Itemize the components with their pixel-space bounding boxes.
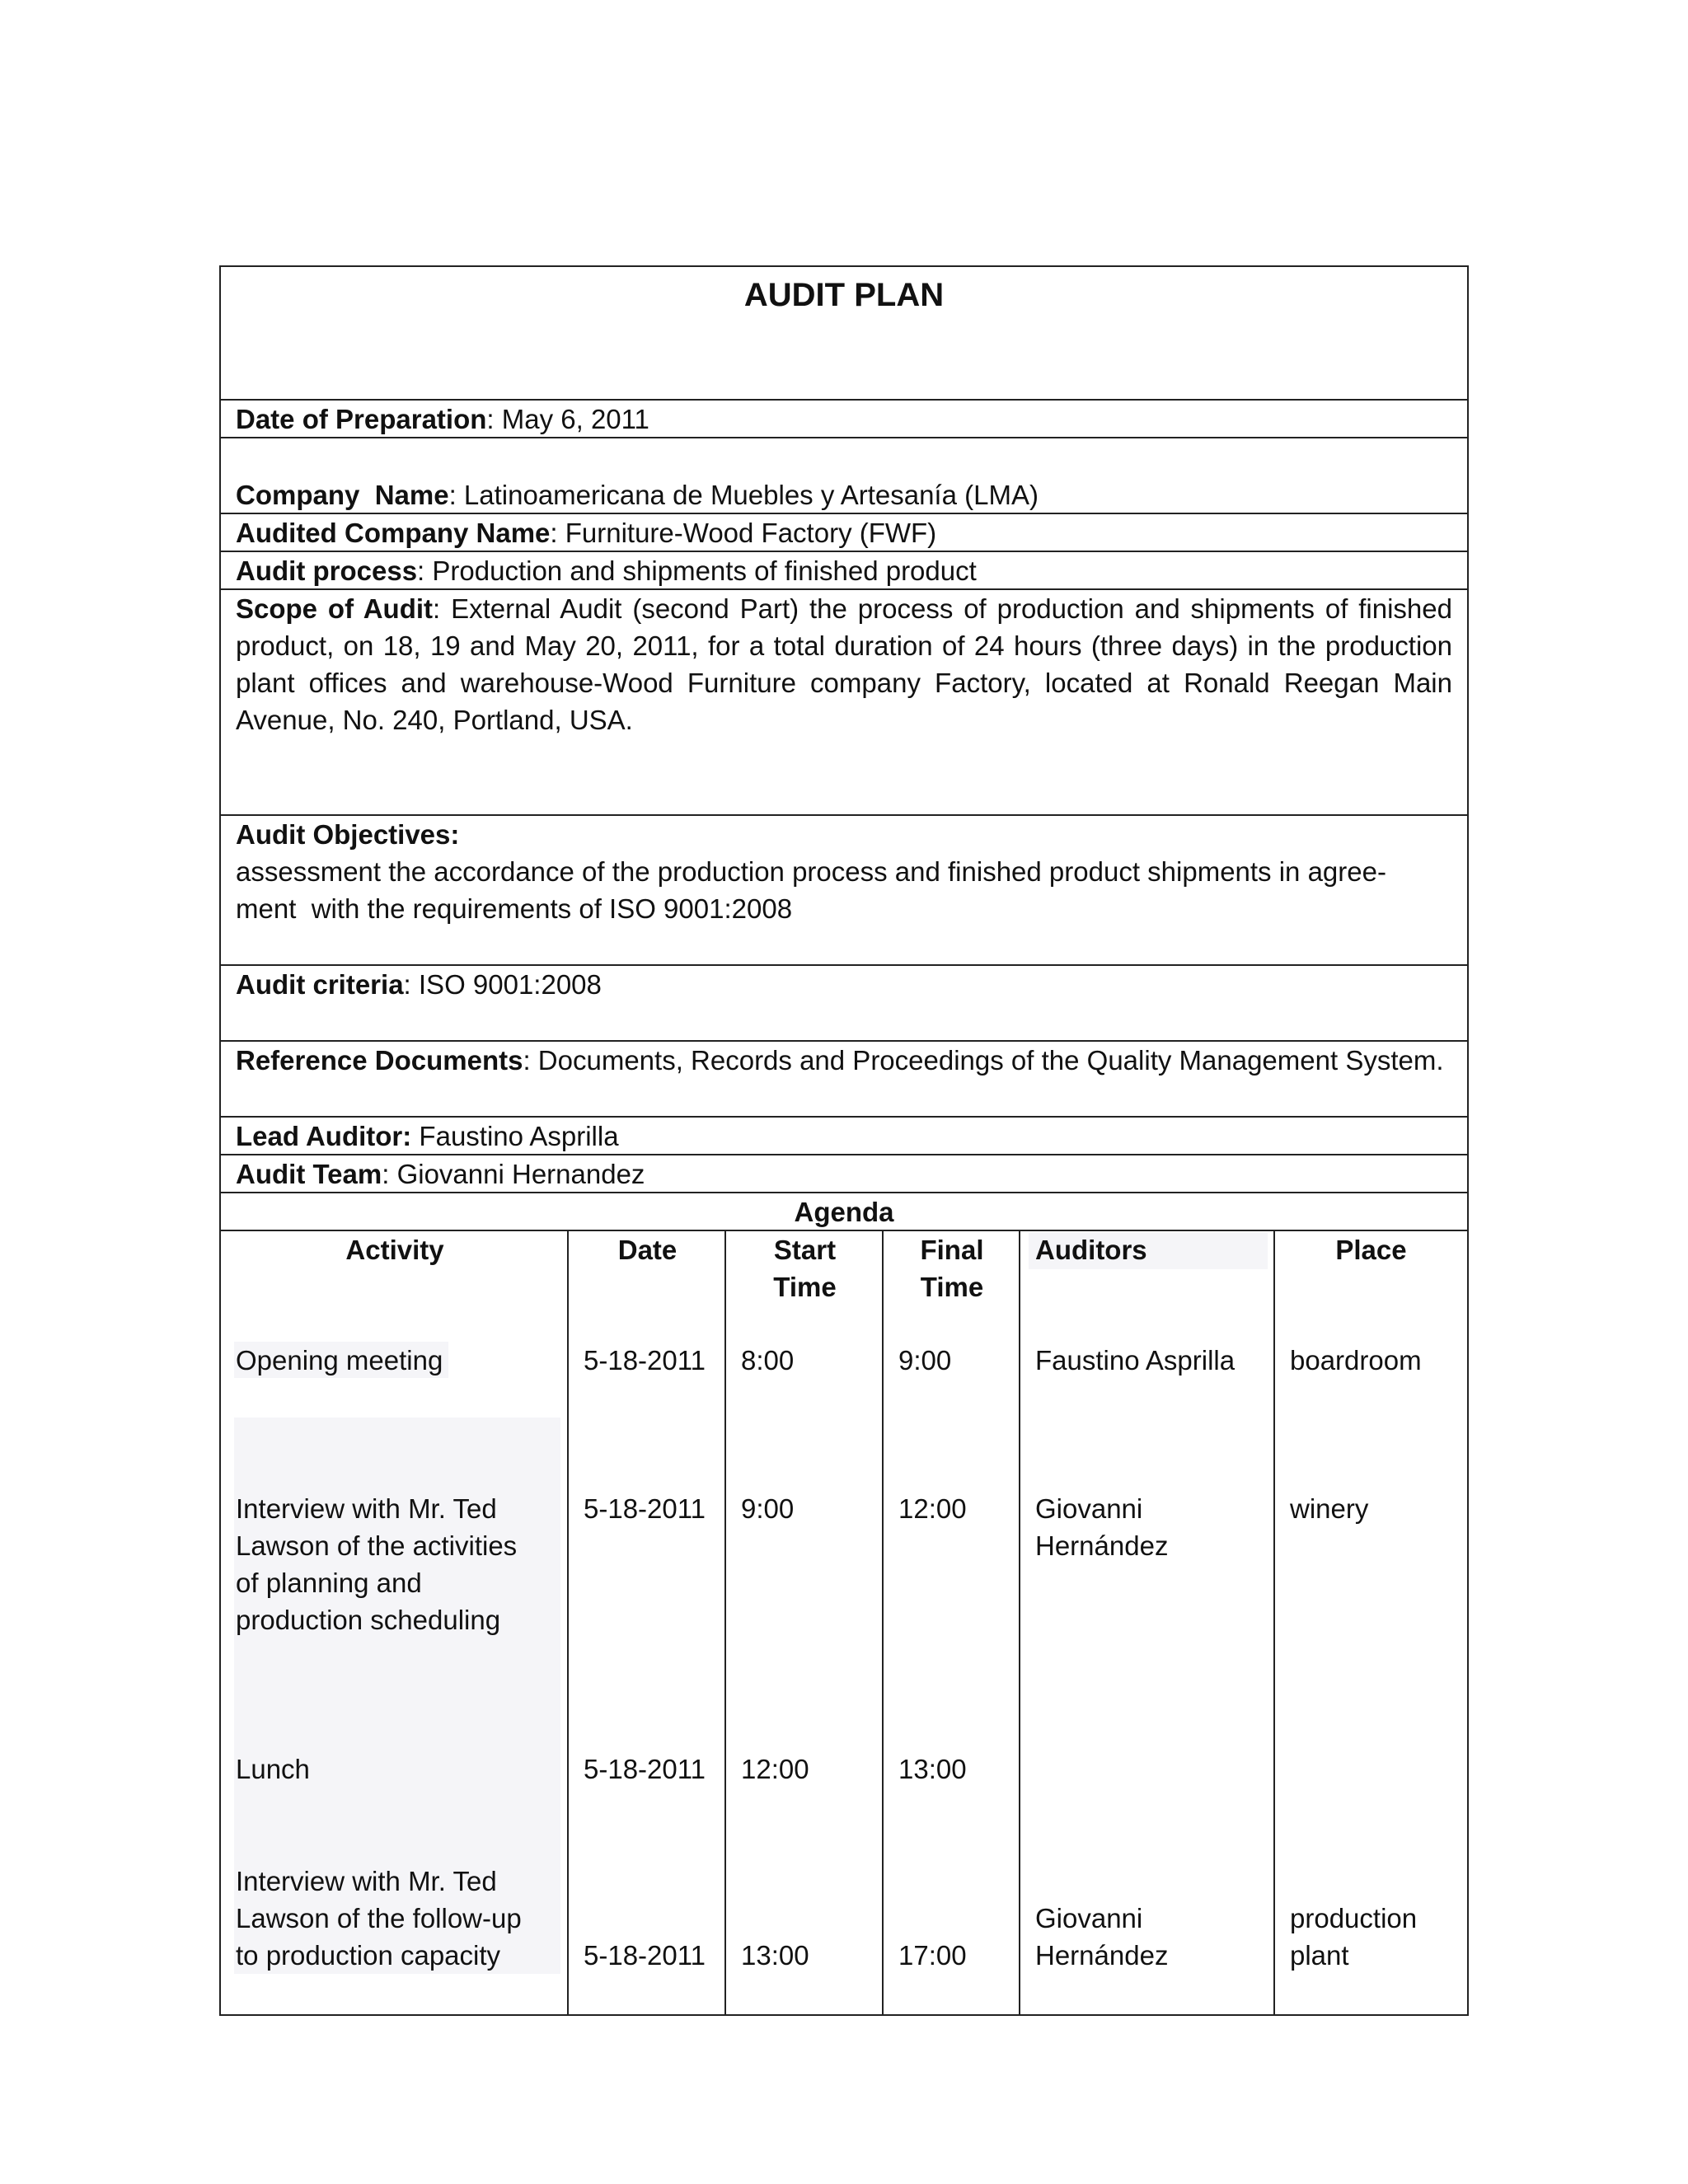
activity-line: Lawson of the activities [236, 1530, 518, 1561]
company-name-value: : Latinoamericana de Muebles y Artesanía (LMA) [448, 480, 1039, 510]
audited-company-label: Audited Company Name [236, 518, 551, 548]
activity-line: Interview with Mr. Ted [236, 1493, 497, 1524]
agenda-row-2-place [1290, 1490, 1368, 1527]
auditor-line: Hernández [1035, 1940, 1169, 1971]
agenda-row-1-place [1290, 1342, 1422, 1379]
agenda-row-2-auditors [1035, 1490, 1168, 1564]
agenda-row-2-start: 9:00 [741, 1493, 795, 1524]
audit-team-label: Audit Team [236, 1159, 382, 1189]
agenda-row-4-auditors [1035, 1900, 1168, 1974]
audit-criteria-row [221, 966, 1467, 1042]
header-final-line-2: Time [920, 1272, 984, 1302]
activity-line: production scheduling [236, 1605, 501, 1635]
activity-line: of planning and [236, 1568, 422, 1598]
auditor-line: Giovanni [1035, 1493, 1143, 1524]
agenda-row-2-date: 5-18-2011 [584, 1493, 706, 1524]
audit-objectives-line-2: ment with the requirements of ISO 9001:2008 [236, 893, 793, 924]
auditor-line: Giovanni [1035, 1903, 1143, 1933]
agenda-row-1-start: 8:00 [741, 1345, 795, 1376]
audit-scope-label: Scope of Audit [236, 593, 434, 624]
header-place: Place [1335, 1235, 1407, 1265]
preparation-date-row [221, 401, 1467, 438]
place-line: boardroom [1290, 1345, 1422, 1376]
agenda-title: Agenda [221, 1193, 1467, 1231]
audit-process-row [221, 552, 1467, 590]
agenda-row-3-date: 5-18-2011 [584, 1754, 706, 1784]
agenda-row-4-final: 17:00 [898, 1940, 967, 1971]
auditor-line: Faustino Asprilla [1035, 1345, 1236, 1376]
document-title: AUDIT PLAN [221, 267, 1467, 401]
audit-plan-sheet [219, 265, 1469, 2016]
header-final-line-1: Final [920, 1235, 984, 1265]
agenda-row-3-final: 13:00 [898, 1754, 967, 1784]
agenda-row-4-start: 13:00 [741, 1940, 809, 1971]
agenda-table [221, 1231, 1467, 2014]
activity-line: Lunch [236, 1754, 310, 1784]
activity-line: Opening meeting [236, 1345, 443, 1376]
audit-criteria-value: : ISO 9001:2008 [403, 969, 602, 1000]
agenda-row-1-auditors [1035, 1342, 1235, 1379]
place-line: winery [1290, 1493, 1369, 1524]
company-name-row [221, 438, 1467, 514]
header-final-time [884, 1231, 1020, 1305]
reference-documents-value: : Documents, Records and Proceedings of the Quality Management System. [523, 1045, 1444, 1076]
lead-auditor-label: Lead Auditor: [236, 1121, 412, 1151]
reference-documents-label: Reference Documents [236, 1045, 523, 1076]
audit-objectives-label: Audit Objectives: [236, 819, 460, 850]
place-line: production [1290, 1903, 1418, 1933]
reference-documents-row [221, 1042, 1467, 1118]
lead-auditor-row [221, 1118, 1467, 1155]
lead-auditor-value: Faustino Asprilla [411, 1121, 619, 1151]
audit-process-label: Audit process [236, 555, 418, 586]
agenda-row-1-date: 5-18-2011 [584, 1345, 706, 1376]
audit-team-row [221, 1155, 1467, 1193]
audited-company-row [221, 514, 1467, 552]
header-auditors: Auditors [1035, 1235, 1147, 1265]
audit-objectives-row [221, 816, 1467, 966]
preparation-date-value: : May 6, 2011 [486, 404, 649, 434]
header-activity: Activity [345, 1235, 444, 1265]
activity-line: Lawson of the follow-up [236, 1903, 522, 1933]
place-line: plant [1290, 1940, 1349, 1971]
agenda-row-3-activity [236, 1750, 310, 1788]
agenda-row-3-start: 12:00 [741, 1754, 809, 1784]
agenda-row-1-activity [236, 1342, 443, 1379]
company-name-label: Company Name [236, 480, 449, 510]
agenda-row-2-final: 12:00 [898, 1493, 967, 1524]
activity-line: to production capacity [236, 1940, 501, 1971]
agenda-row-2-activity [236, 1490, 517, 1638]
activity-line: Interview with Mr. Ted [236, 1866, 497, 1896]
agenda-row-4-activity [236, 1863, 522, 1974]
agenda-row-4-place [1290, 1900, 1417, 1974]
audit-scope-row [221, 590, 1467, 816]
audit-team-value: : Giovanni Hernandez [382, 1159, 645, 1189]
preparation-date-label: Date of Preparation [236, 404, 487, 434]
header-start-line-2: Time [773, 1272, 837, 1302]
header-start-time [726, 1231, 884, 1305]
audited-company-value: : Furniture-Wood Factory (FWF) [550, 518, 937, 548]
agenda-row-1-final: 9:00 [898, 1345, 952, 1376]
audit-criteria-label: Audit criteria [236, 969, 404, 1000]
audit-process-value: : Production and shipments of finished product [417, 555, 977, 586]
header-date: Date [617, 1235, 678, 1265]
audit-objectives-line-1: assessment the accordance of the production process and finished product shipments in agree- [236, 856, 1386, 887]
audit-scope-value: : External Audit (second Part) the process of production and shipments of finished product, on 18, 19 and May 20, 2011, for a total duration of 24 hours (three days) in the production plant offices and warehouse-Wood Furniture company Factory, located at Ronald Reegan Main Avenue, No. 240, Portland, USA. [236, 593, 1452, 735]
auditor-line: Hernández [1035, 1530, 1169, 1561]
agenda-row-4-date: 5-18-2011 [584, 1940, 706, 1971]
header-start-line-1: Start [773, 1235, 837, 1265]
